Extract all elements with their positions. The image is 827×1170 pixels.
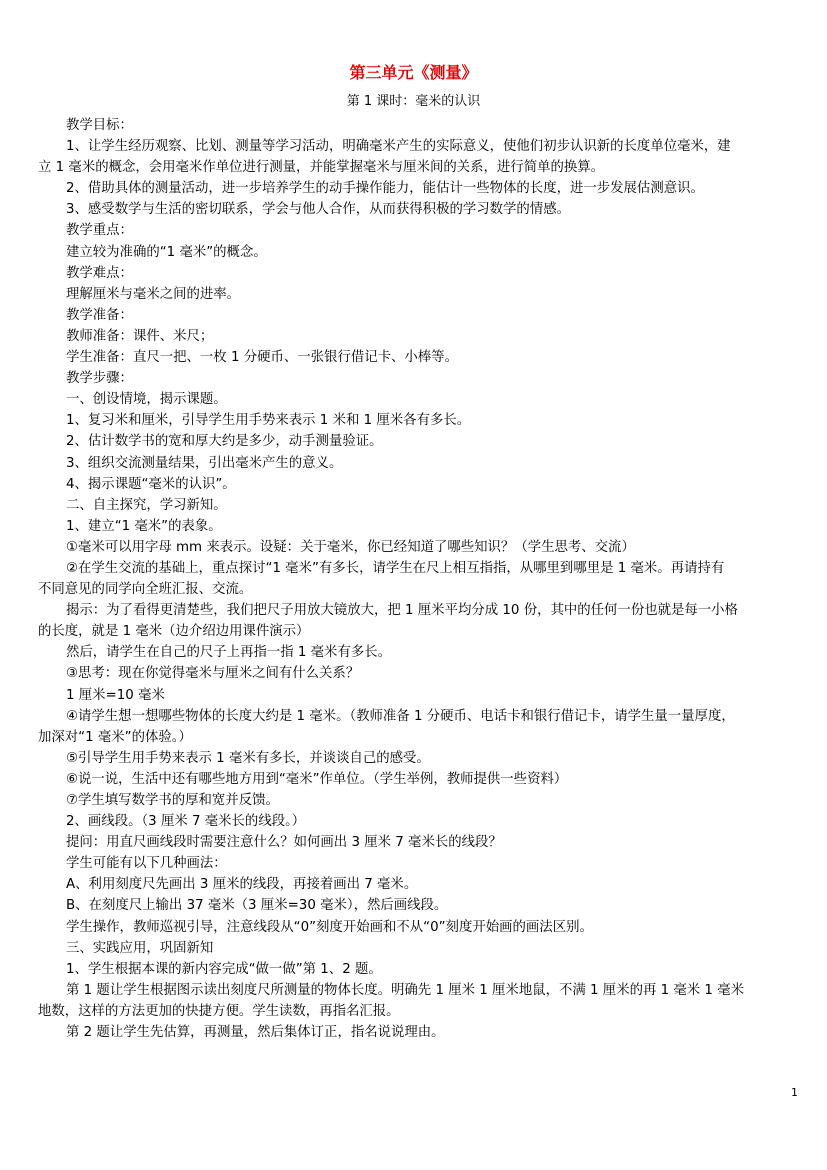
text-line: B、在刻度尺上输出 37 毫米（3 厘米=30 毫米），然后画线段。 — [66, 898, 448, 914]
text-line: 教学步骤： — [66, 371, 133, 387]
text-line: ⑤引导学生用手势来表示 1 毫米有多长，并谈谈自己的感受。 — [66, 750, 430, 766]
text-line: 建立较为准确的“1 毫米”的概念。 — [66, 244, 267, 260]
text-line: ③思考：现在你觉得毫米与厘米之间有什么关系？ — [66, 666, 360, 682]
text-line: 立 1 毫米的概念，会用毫米作单位进行测量，并能掌握毫米与厘米间的关系，进行简单的换算。 — [38, 160, 605, 176]
text-line: 学生操作，教师巡视引导，注意线段从“0”刻度开始画和不从“0”刻度开始画的画法区别。 — [66, 919, 593, 935]
text-line: 1、学生根据本课的新内容完成“做一做”第 1、2 题。 — [66, 961, 382, 977]
text-line: 3、组织交流测量结果，引出毫米产生的意义。 — [66, 455, 343, 471]
text-line: 教学准备： — [66, 307, 133, 323]
text-line: 教学难点： — [66, 265, 133, 281]
text-line: 2、画线段。（3 厘米 7 毫米长的线段。） — [66, 814, 306, 830]
text-line: 二、自主探究，学习新知。 — [66, 497, 227, 513]
text-line: 的长度，就是 1 毫米（边介绍边用课件演示） — [38, 624, 310, 640]
text-line: ②在学生交流的基础上，重点探讨“1 毫米”有多长，请学生在尺上相互指指，从哪里到哪里是 1 毫米。再请持有 — [66, 560, 725, 576]
text-line: 4、揭示课题“毫米的认识”。 — [66, 476, 236, 492]
text-line: 不同意见的同学向全班汇报、交流。 — [38, 582, 253, 598]
text-line: ①毫米可以用字母 mm 来表示。设疑：关于毫米，你已经知道了哪些知识？（学生思考、交流） — [66, 539, 635, 555]
text-line: 学生可能有以下几种画法： — [66, 856, 227, 872]
document-body — [38, 115, 792, 1043]
text-line: 然后，请学生在自己的尺子上再指一指 1 毫米有多长。 — [66, 645, 392, 661]
text-line: 1、让学生经历观察、比划、测量等学习活动，明确毫米产生的实际意义，使他们初步认识新的长度单位毫米，建 — [66, 139, 731, 155]
text-line: 教师准备：课件、米尺； — [66, 328, 214, 344]
text-line: 2、估计数学书的宽和厚大约是多少，动手测量验证。 — [66, 434, 383, 450]
text-line: 第 2 题让学生先估算，再测量，然后集体订正，指名说说理由。 — [66, 1025, 445, 1041]
text-line: ⑥说一说，生活中还有哪些地方用到“毫米”作单位。（学生举例，教师提供一些资料） — [66, 771, 568, 787]
text-line: 第 1 题让学生根据图示读出刻度尺所测量的物体长度。明确先 1 厘米 1 厘米地鼠，不满 1 厘米的再 1 毫米 1 毫米 — [66, 982, 744, 998]
text-line: 揭示：为了看得更清楚些，我们把尺子用放大镜放大，把 1 厘米平均分成 10 份，其中的任何一份也就是每一小格 — [66, 603, 738, 619]
text-line: A、利用刻度尺先画出 3 厘米的线段，再接着画出 7 毫米。 — [66, 877, 418, 893]
text-line: 地数，这样的方法更加的快捷方便。学生读数，再指名汇报。 — [38, 1003, 400, 1019]
text-line: 2、借助具体的测量活动，进一步培养学生的动手操作能力，能估计一些物体的长度，进一步发展估测意识。 — [66, 181, 704, 197]
page-title: 第三单元《测量》 — [349, 63, 478, 82]
text-line: 一、创设情境，揭示课题。 — [66, 392, 227, 408]
text-line: 提问：用直尺画线段时需要注意什么？如何画出 3 厘米 7 毫米长的线段？ — [66, 835, 502, 851]
text-line: 学生准备：直尺一把、一枚 1 分硬币、一张银行借记卡、小棒等。 — [66, 350, 458, 366]
text-line: 教学重点： — [66, 223, 133, 239]
page-number: 1 — [791, 1086, 798, 1099]
text-line: 三、实践应用，巩固新知 — [66, 940, 214, 956]
text-line: 1、建立“1 毫米”的表象。 — [66, 518, 222, 534]
text-line: 1 厘米=10 毫米 — [66, 687, 165, 703]
text-line: ④请学生想一想哪些物体的长度大约是 1 毫米。（教师准备 1 分硬币、电话卡和银行借记卡，请学生量一量厚度， — [66, 708, 735, 724]
text-line: 理解厘米与毫米之间的进率。 — [66, 286, 241, 302]
text-line: ⑦学生填写数学书的厚和宽并反馈。 — [66, 793, 279, 808]
lesson-subtitle: 第 1 课时：毫米的认识 — [346, 94, 481, 109]
text-line: 加深对“1 毫米”的体验。） — [38, 729, 192, 745]
text-line: 3、感受数学与生活的密切联系，学会与他人合作，从而获得积极的学习数学的情感。 — [66, 202, 570, 218]
text-line: 1、复习米和厘米，引导学生用手势来表示 1 米和 1 厘米各有多长。 — [66, 413, 471, 429]
text-line: 教学目标： — [66, 118, 133, 133]
